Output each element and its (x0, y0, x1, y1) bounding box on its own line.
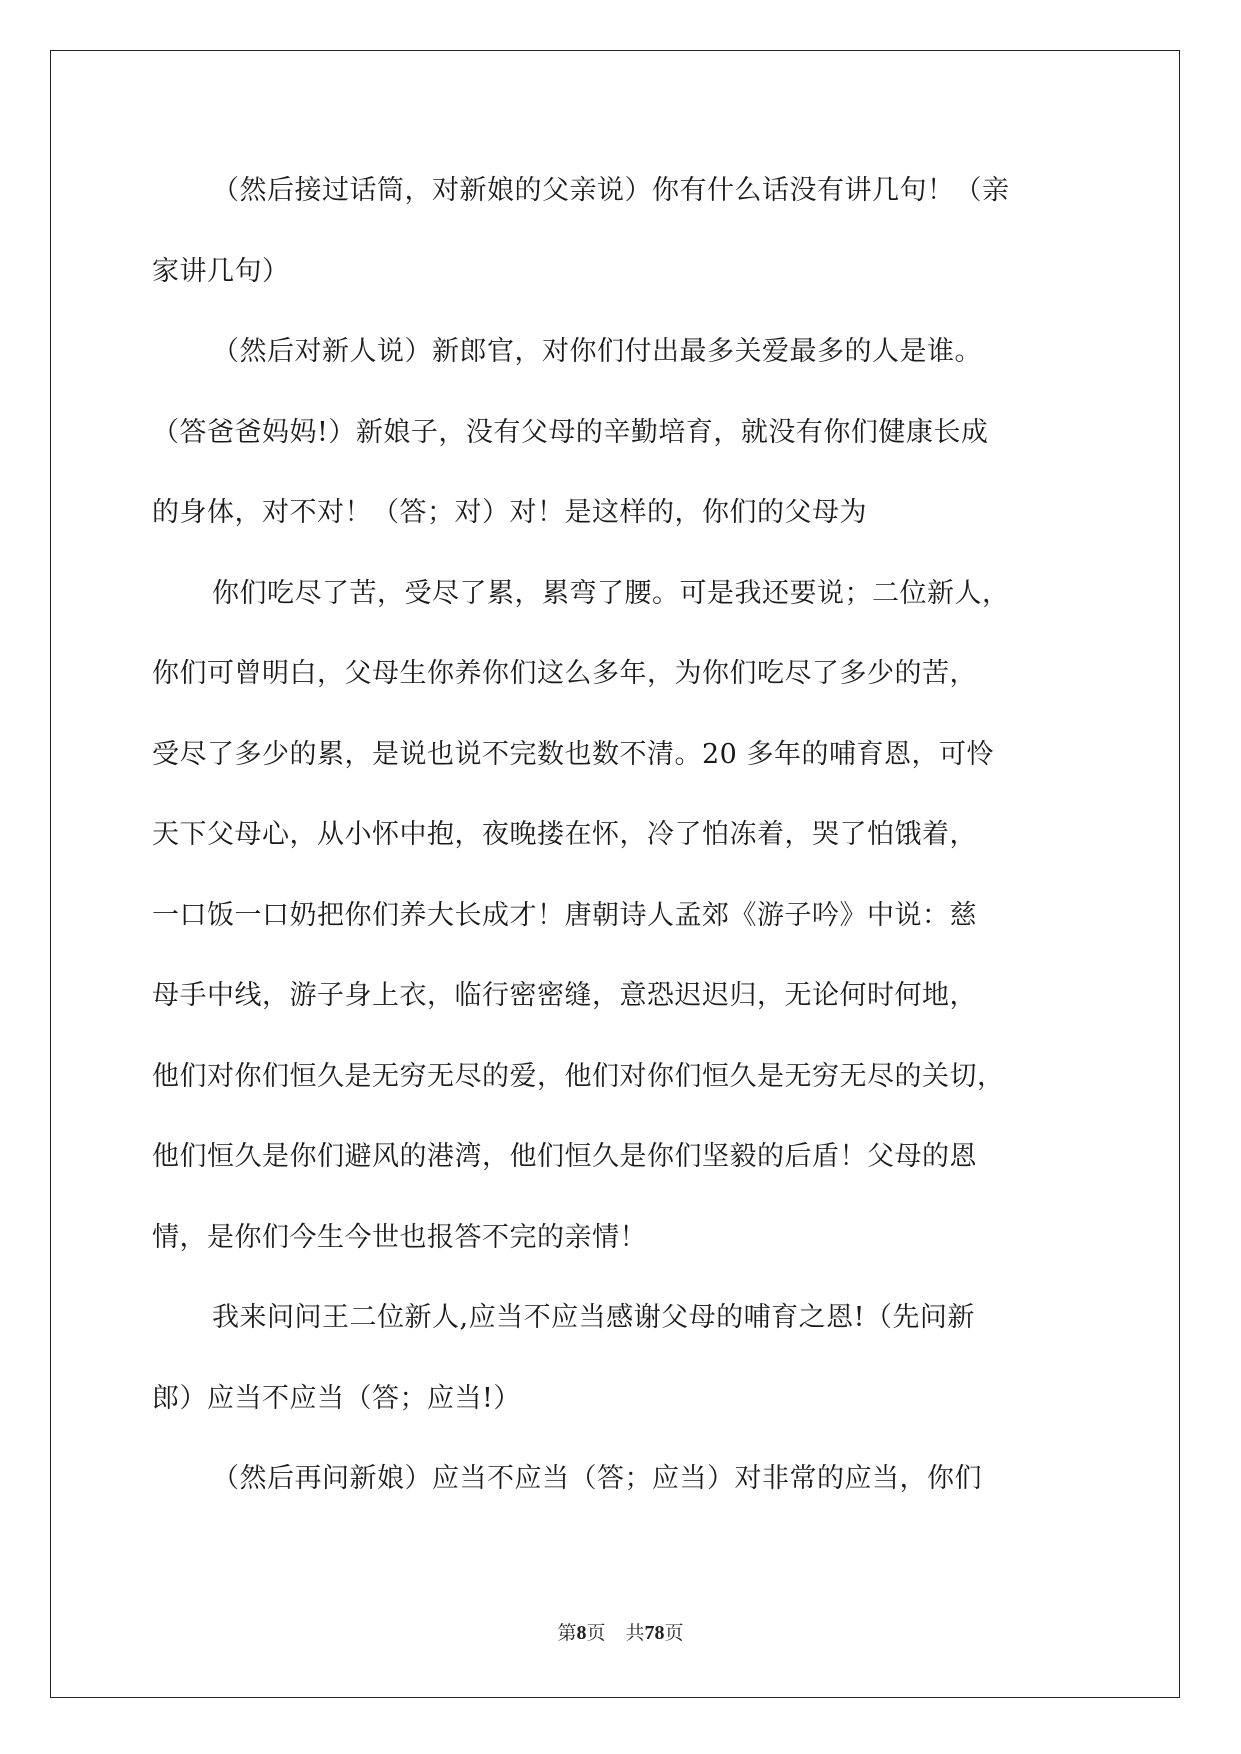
text-line: 他们恒久是你们避风的港湾，他们恒久是你们坚毅的后盾！父母的恩 (152, 1141, 977, 1172)
footer-total-suffix: 页 (664, 1622, 684, 1644)
text-line: 一口饭一口奶把你们养大长成才！唐朝诗人孟郊《游子吟》中说：慈 (152, 899, 977, 931)
total-page-count: 78 (644, 1622, 665, 1644)
document-body (152, 163, 1092, 1532)
text-line: （答爸爸妈妈!）新娘子，没有父母的辛勤培育，就没有你们健康长成 (152, 416, 989, 448)
text-line: 受尽了多少的累，是说也说不完数也数不清。20 多年的哺育恩，可怜 (152, 738, 994, 770)
text-line: 你们可曾明白，父母生你养你们这么多年，为你们吃尽了多少的苦， (152, 658, 977, 689)
footer-prefix: 第 (557, 1622, 577, 1644)
text-line: 我来问问王二位新人,应当不应当感谢父母的哺育之恩!（先问新 (212, 1302, 975, 1333)
text-line: 的身体，对不对！（答；对）对！是这样的，你们的父母为 (152, 497, 867, 528)
text-line: 郎）应当不应当（答；应当!） (152, 1382, 521, 1414)
text-line: 他们对你们恒久是无穷无尽的爱，他们对你们恒久是无穷无尽的关切， (152, 1060, 1005, 1092)
current-page-number: 8 (576, 1622, 587, 1644)
text-line: （然后接过话筒，对新娘的父亲说）你有什么话没有讲几句！（亲 (212, 175, 1010, 206)
text-line: 你们吃尽了苦，受尽了累，累弯了腰。可是我还要说；二位新人， (212, 577, 1010, 609)
text-line: 情，是你们今生今世也报答不完的亲情！ (152, 1221, 647, 1253)
footer-page-suffix: 页 (586, 1622, 606, 1644)
page-footer (0, 1618, 1241, 1648)
text-line: 家讲几句） (152, 255, 290, 287)
text-line: （然后再问新娘）应当不应当（答；应当）对非常的应当，你们 (212, 1463, 982, 1494)
text-line: 母手中线，游子身上衣，临行密密缝，意恐迟迟归，无论何时何地， (152, 980, 977, 1011)
text-line: 天下父母心，从小怀中抱，夜晚搂在怀，冷了怕冻着，哭了怕饿着， (152, 819, 977, 850)
footer-total-prefix: 共 (625, 1622, 645, 1644)
text-line: （然后对新人说）新郎官，对你们付出最多关爱最多的人是谁。 (212, 336, 982, 367)
